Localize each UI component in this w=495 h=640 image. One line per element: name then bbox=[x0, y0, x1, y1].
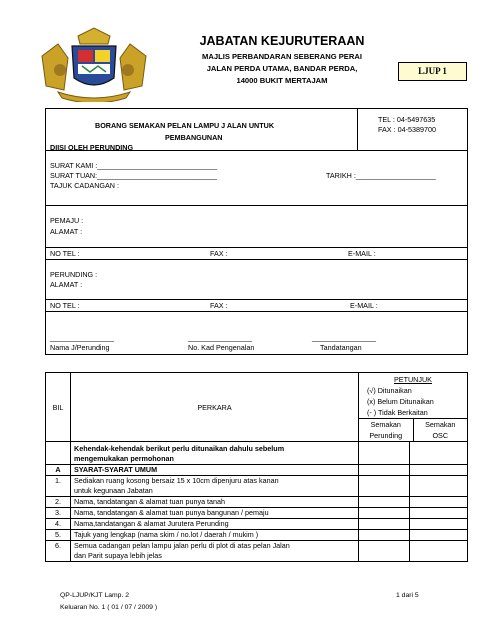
perunding-label: Perunding bbox=[369, 431, 403, 440]
item-no: 6. bbox=[46, 541, 71, 562]
fax-label: FAX : bbox=[210, 301, 228, 310]
col-semakan-perunding bbox=[359, 419, 414, 441]
intro-text bbox=[71, 442, 359, 465]
item-no: 4. bbox=[46, 519, 71, 530]
signature-label-name: Nama J/Perunding bbox=[50, 343, 110, 352]
pemaju-label: PEMAJU : bbox=[50, 216, 84, 225]
signature-line[interactable]: ________________ bbox=[188, 333, 252, 342]
signature-line[interactable]: ________________ bbox=[50, 333, 114, 342]
item-text: Nama, tandatangan & alamat tuan punya bangunan / pemaju bbox=[71, 508, 359, 519]
item-no: 1. bbox=[46, 476, 71, 497]
check-osc[interactable] bbox=[410, 442, 468, 465]
check-perunding[interactable] bbox=[359, 476, 410, 497]
intro-line-1: Kehendak-kehendak berikut perlu ditunaikan dahulu sebelum bbox=[74, 444, 285, 453]
no-tel-label: NO TEL : bbox=[50, 301, 80, 310]
item-line-1: Sediakan ruang kosong bersaiz 15 x 10cm dipenjuru atas kanan bbox=[74, 476, 279, 485]
check-perunding[interactable] bbox=[359, 541, 410, 562]
department-name: JABATAN KEJURUTERAAN bbox=[199, 34, 365, 48]
check-osc[interactable] bbox=[410, 465, 468, 476]
address-line-3: 14000 BUKIT MERTAJAM bbox=[236, 76, 328, 85]
page-number: 1 dari 5 bbox=[396, 592, 419, 599]
item-text bbox=[71, 476, 359, 497]
fax-number: FAX : 04-5389700 bbox=[378, 125, 436, 134]
tajuk-cadangan-label: TAJUK CADANGAN : bbox=[50, 181, 119, 190]
petunjuk-cell bbox=[359, 373, 468, 442]
divider bbox=[45, 311, 468, 312]
check-perunding[interactable] bbox=[359, 530, 410, 541]
bil-cell bbox=[46, 442, 71, 465]
item-text bbox=[71, 541, 359, 562]
check-osc[interactable] bbox=[410, 476, 468, 497]
item-line-2: dan Parit supaya lebih jelas bbox=[74, 551, 162, 560]
col-semakan-osc bbox=[414, 419, 468, 441]
item-no: 5. bbox=[46, 530, 71, 541]
signature-label-sign: Tandatangan bbox=[320, 343, 362, 352]
intro-row bbox=[46, 442, 468, 465]
divider bbox=[45, 205, 468, 206]
perunding-label: PERUNDING : bbox=[50, 270, 98, 279]
item-no: 3. bbox=[46, 508, 71, 519]
osc-label: OSC bbox=[432, 431, 449, 440]
divider bbox=[45, 247, 468, 248]
section-row bbox=[46, 465, 468, 476]
table-row bbox=[46, 497, 468, 508]
section-letter: A bbox=[46, 465, 71, 476]
check-perunding[interactable] bbox=[359, 497, 410, 508]
col-perkara: PERKARA bbox=[71, 373, 359, 442]
table-row bbox=[46, 541, 468, 562]
form-title-cont: PEMBANGUNAN bbox=[165, 133, 223, 142]
legend-done: (√) Ditunaikan bbox=[367, 386, 412, 395]
divider bbox=[357, 108, 358, 150]
check-osc[interactable] bbox=[410, 508, 468, 519]
item-line-2: untuk kegunaan Jabatan bbox=[74, 486, 153, 495]
alamat-label: ALAMAT : bbox=[50, 227, 83, 236]
tel-number: TEL : 04-5497635 bbox=[378, 115, 436, 124]
semakan-label: Semakan bbox=[370, 420, 401, 429]
check-osc[interactable] bbox=[410, 497, 468, 508]
check-perunding[interactable] bbox=[359, 465, 410, 476]
col-bil: BIL bbox=[46, 373, 71, 442]
form-code-badge: LJUP 1 bbox=[398, 62, 467, 81]
check-perunding[interactable] bbox=[359, 508, 410, 519]
signature-line[interactable]: ________________ bbox=[312, 333, 376, 342]
checklist-table bbox=[45, 372, 468, 562]
issue-number: Keluaran No. 1 ( 01 / 07 / 2009 ) bbox=[60, 604, 158, 611]
item-no: 2. bbox=[46, 497, 71, 508]
item-text: Tajuk yang lengkap (nama skim / no.lot / daerah / mukim ) bbox=[71, 530, 359, 541]
signature-label-ic: No. Kad Pengenalan bbox=[188, 343, 255, 352]
intro-line-2: mengemukakan permohonan bbox=[74, 454, 174, 463]
table-row bbox=[46, 476, 468, 497]
table-header-row bbox=[46, 373, 468, 442]
item-text: Nama, tandatangan & alamat tuan punya tanah bbox=[71, 497, 359, 508]
legend-not-done: (x) Belum Ditunaikan bbox=[367, 397, 434, 406]
surat-kami-field[interactable]: SURAT KAMI :______________________________ bbox=[50, 161, 218, 170]
check-perunding[interactable] bbox=[359, 519, 410, 530]
council-address bbox=[170, 51, 394, 87]
section-title: SYARAT-SYARAT UMUM bbox=[71, 465, 359, 476]
item-text: Nama,tandatangan & alamat Jurutera Perunding bbox=[71, 519, 359, 530]
petunjuk-heading: PETUNJUK bbox=[394, 375, 432, 384]
form-title: BORANG SEMAKAN PELAN LAMPU J ALAN UNTUK bbox=[95, 121, 275, 130]
check-osc[interactable] bbox=[410, 519, 468, 530]
tarikh-field[interactable]: TARIKH :____________________ bbox=[326, 171, 436, 180]
check-osc[interactable] bbox=[410, 541, 468, 562]
legend-na: (- ) Tidak Berkaitan bbox=[367, 408, 428, 417]
fax-label: FAX : bbox=[210, 249, 228, 258]
surat-tuan-field[interactable]: SURAT TUAN:______________________________ bbox=[50, 171, 218, 180]
email-label: E-MAIL : bbox=[348, 249, 376, 258]
address-line-2: JALAN PERDA UTAMA, BANDAR PERDA, bbox=[206, 64, 358, 73]
email-label: E-MAIL : bbox=[350, 301, 378, 310]
check-osc[interactable] bbox=[410, 530, 468, 541]
table-row bbox=[46, 519, 468, 530]
check-perunding[interactable] bbox=[359, 442, 410, 465]
council-crest-logo bbox=[38, 26, 150, 102]
divider bbox=[45, 299, 468, 300]
semakan-label: Semakan bbox=[425, 420, 456, 429]
section-label: DIISI OLEH PERUNDING bbox=[50, 143, 134, 152]
divider bbox=[45, 259, 468, 260]
table-row bbox=[46, 508, 468, 519]
item-line-1: Semua cadangan pelan lampu jalan perlu di plot di atas pelan Jalan bbox=[74, 541, 290, 550]
address-line-1: MAJLIS PERBANDARAN SEBERANG PERAI bbox=[202, 52, 362, 61]
table-row bbox=[46, 530, 468, 541]
document-reference: QP-LJUP/KJT Lamp. 2 bbox=[60, 592, 130, 599]
no-tel-label: NO TEL : bbox=[50, 249, 80, 258]
alamat-label: ALAMAT : bbox=[50, 280, 83, 289]
